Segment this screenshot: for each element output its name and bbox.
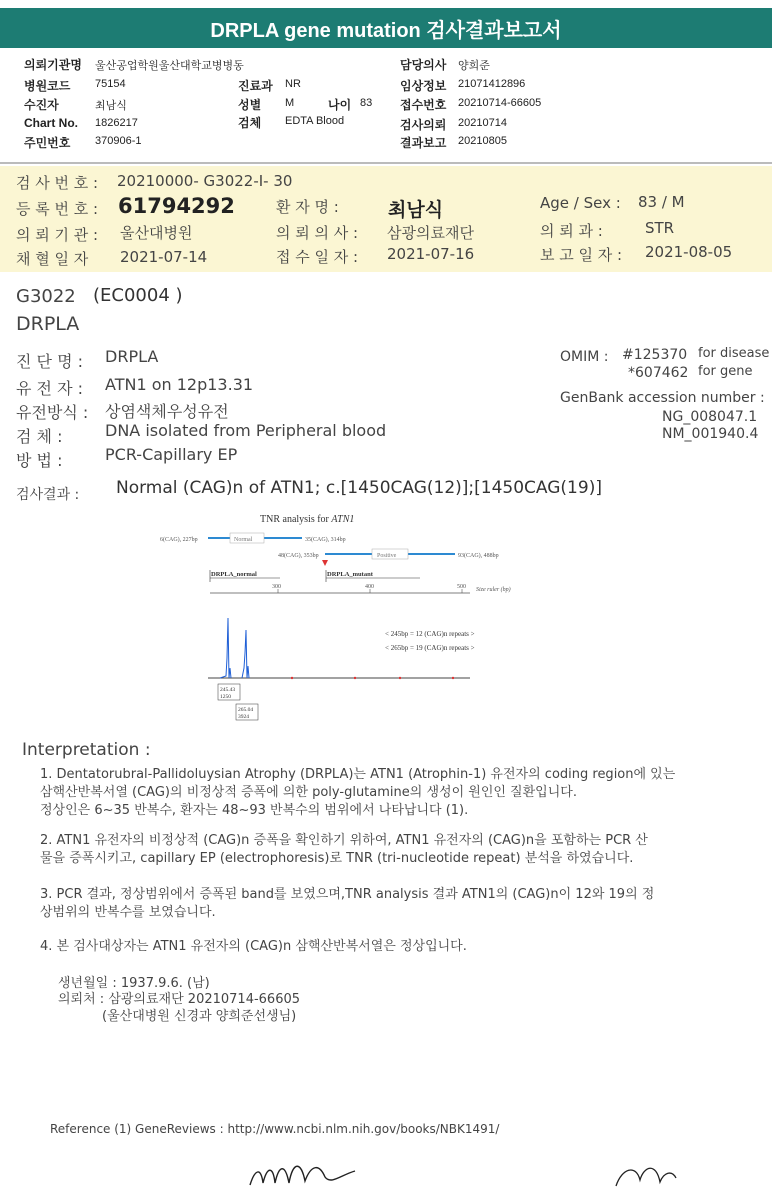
header-divider xyxy=(0,162,772,164)
drpla-mutant-label: DRPLA_mutant xyxy=(327,571,373,578)
tick-500: 500 xyxy=(457,584,466,590)
chart-label: Chart No. xyxy=(24,116,78,130)
interp-line: 삼핵산반복서열 (CAG)의 비정상적 증폭에 의한 poly-glutamine의 생성이 원인인 질환입니다. xyxy=(40,785,577,800)
cutoff-marker-icon xyxy=(322,560,328,566)
marker-dot xyxy=(399,677,401,679)
chart-value: 1826217 xyxy=(95,117,138,129)
collect-date-value: 2021-07-14 xyxy=(120,248,208,266)
dept-value: NR xyxy=(285,78,301,90)
interp-line: 2. ATN1 유전자의 비정상적 (CAG)n 증폭을 확인하기 위하여, ATN1 유전자의 (CAG)n을 포함하는 PCR 산 xyxy=(40,833,648,848)
genbank-label: GenBank accession number : xyxy=(560,390,765,406)
positive-tag: Positive xyxy=(377,553,397,559)
patient-name-value: 최남식 xyxy=(388,199,444,221)
peak-1-height: 1250 xyxy=(220,694,231,700)
receipt-date-value: 2021-07-16 xyxy=(387,245,475,263)
clinical-label: 임상정보 xyxy=(400,79,447,93)
positive-left-label: 48(CAG), 353bp xyxy=(278,553,319,559)
omim-gene-note: for gene xyxy=(698,364,753,379)
test-no-value: 20210000- G3022-I- 30 xyxy=(117,172,293,190)
peak-1 xyxy=(220,618,231,678)
result-label: 검사결과 : xyxy=(16,487,80,503)
age-sex-value: 83 / M xyxy=(638,193,685,211)
age-sex-label: Age / Sex : xyxy=(540,194,621,212)
gene-label: 유 전 자 : xyxy=(16,379,84,398)
size-ruler-label: Size ruler (bp) xyxy=(476,587,511,593)
peak-2-size: 265.04 xyxy=(238,707,254,713)
test-no-label: 검 사 번 호 : xyxy=(16,174,99,192)
receipt-date-label: 접 수 일 자 : xyxy=(276,248,359,266)
normal-tag: Normal xyxy=(234,537,253,543)
age-label: 나이 xyxy=(328,98,352,112)
interp-line: 물을 증폭시키고, capillary EP (electrophoresis)로 TNR (tri-nucleotide repeat) 분석을 하였습니다. xyxy=(40,851,634,866)
req-org-value: 울산대병원 xyxy=(120,224,193,242)
request-label: 검사의뢰 xyxy=(400,118,447,132)
inherit-value: 상염색체우성유전 xyxy=(105,402,229,421)
hospital-value: 울산공업학원울산대학교병병동 xyxy=(95,60,244,72)
test-name: DRPLA xyxy=(16,313,80,335)
test-code: G3022 xyxy=(16,286,76,307)
report-date-value: 20210805 xyxy=(458,135,507,147)
test-ec-code: (EC0004 ) xyxy=(93,285,183,306)
dept-label: 진료과 xyxy=(238,79,273,93)
interp-paragraph-3 xyxy=(40,886,654,922)
receipt-value: 20210714-66605 xyxy=(458,97,542,109)
tick-400: 400 xyxy=(365,584,374,590)
report-date2-label: 보 고 일 자 : xyxy=(540,246,623,264)
omim-label: OMIM : xyxy=(560,349,609,365)
reg-no-label: 등 록 번 호 : xyxy=(16,200,99,218)
gene-value: ATN1 on 12p13.31 xyxy=(105,375,254,394)
recipient-label: 수진자 xyxy=(24,98,59,112)
interpretation-heading: Interpretation : xyxy=(22,740,151,760)
req-dept-label: 의 뢰 과 : xyxy=(540,222,603,240)
inherit-label: 유전방식 : xyxy=(16,403,89,422)
referral-org: 의뢰처 : 삼광의료재단 20210714-66605 xyxy=(58,992,301,1007)
hosp-code-value: 75154 xyxy=(95,78,126,90)
req-doctor-value: 삼광의료재단 xyxy=(387,224,474,242)
reg-no-value: 61794292 xyxy=(118,194,235,218)
specimen-value: EDTA Blood xyxy=(285,115,345,127)
interp-line: 4. 본 검사대상자는 ATN1 유전자의 (CAG)n 삼핵산반복서열은 정상입니다. xyxy=(40,939,467,954)
hosp-code-label: 병원코드 xyxy=(24,79,71,93)
interp-line: 1. Dentatorubral-Pallidoluysian Atrophy (DRPLA)는 ATN1 (Atrophin-1) 유전자의 coding region에 있는 xyxy=(40,767,676,782)
req-dept-value: STR xyxy=(645,219,675,237)
peak-1-size: 245.43 xyxy=(220,687,236,693)
specimen-test-value: DNA isolated from Peripheral blood xyxy=(105,421,387,440)
req-org-label: 의 뢰 기 관 : xyxy=(16,226,99,244)
report-title: DRPLA gene mutation 검사결과보고서 xyxy=(0,8,772,48)
omim-disease-id: #125370 xyxy=(622,347,688,363)
peak-2-height: 3924 xyxy=(238,714,249,720)
method-label: 방 법 : xyxy=(16,451,63,470)
positive-right-label: 93(CAG), 488bp xyxy=(458,553,499,559)
method-value: PCR-Capillary EP xyxy=(105,445,238,464)
diag-label: 진 단 명 : xyxy=(16,352,84,371)
note-19-repeats: < 265bp = 19 (CAG)n repeats > xyxy=(385,644,475,652)
reference: Reference (1) GeneReviews : http://www.ncbi.nlm.nih.gov/books/NBK1491/ xyxy=(50,1122,500,1136)
referral-doctor: (울산대병원 신경과 양희준선생님) xyxy=(102,1009,297,1024)
marker-dot xyxy=(354,677,356,679)
signature-1 xyxy=(245,1155,365,1190)
sex-label: 성별 xyxy=(238,98,262,112)
patient-name-label: 환 자 명 : xyxy=(276,198,339,216)
req-doctor-label: 의 뢰 의 사 : xyxy=(276,224,359,242)
tnr-analysis-figure xyxy=(150,508,530,728)
figure-title: TNR analysis for ATN1 xyxy=(260,514,355,525)
interp-paragraph-1 xyxy=(40,766,675,820)
note-12-repeats: < 245bp = 12 (CAG)n repeats > xyxy=(385,630,475,638)
specimen-test-label: 검 체 : xyxy=(16,427,63,446)
resident-label: 주민번호 xyxy=(24,136,71,150)
birth-date: 생년월일 : 1937.9.6. (남) xyxy=(58,976,210,991)
tick-300: 300 xyxy=(272,584,281,590)
doctor-value: 양희준 xyxy=(458,60,490,72)
report-date2-value: 2021-08-05 xyxy=(645,243,733,261)
signature-2 xyxy=(610,1158,680,1190)
age-value: 83 xyxy=(360,97,373,109)
recipient-value: 최남식 xyxy=(95,100,127,112)
genbank-nm: NM_001940.4 xyxy=(662,426,759,442)
normal-right-label: 35(CAG), 314bp xyxy=(305,537,346,543)
genbank-ng: NG_008047.1 xyxy=(662,409,758,425)
resident-value: 370906-1 xyxy=(95,135,142,147)
diag-value: DRPLA xyxy=(105,347,159,366)
normal-left-label: 6(CAG), 227bp xyxy=(160,537,198,543)
doctor-label: 담당의사 xyxy=(400,58,447,72)
interp-paragraph-4 xyxy=(40,938,467,956)
receipt-label: 접수번호 xyxy=(400,98,447,112)
specimen-label: 검체 xyxy=(238,116,262,130)
interp-line: 정상인은 6~35 반복수, 환자는 48~93 반복수의 범위에서 나타납니다 (1). xyxy=(40,803,469,818)
drpla-normal-label: DRPLA_normal xyxy=(211,571,257,578)
sex-value: M xyxy=(285,97,295,109)
omim-disease-note: for disease xyxy=(698,346,770,361)
marker-dot xyxy=(452,677,454,679)
report-date-label: 결과보고 xyxy=(400,136,447,150)
request-value: 20210714 xyxy=(458,117,507,129)
marker-dot xyxy=(291,677,293,679)
collect-date-label: 채 혈 일 자 xyxy=(16,250,89,268)
interp-line: 3. PCR 결과, 정상범위에서 증폭된 band를 보였으며,TNR analysis 결과 ATN1의 (CAG)n이 12와 19의 정 xyxy=(40,887,655,902)
omim-gene-id: *607462 xyxy=(628,365,689,381)
interp-line: 상범위의 반복수를 보였습니다. xyxy=(40,905,216,920)
peak-2 xyxy=(242,630,249,678)
clinical-value: 21071412896 xyxy=(458,78,526,90)
result-value: Normal (CAG)n of ATN1; c.[1450CAG(12)];[1450CAG(19)] xyxy=(116,478,602,498)
hospital-label: 의뢰기관명 xyxy=(24,58,82,72)
interp-paragraph-2 xyxy=(40,832,648,868)
